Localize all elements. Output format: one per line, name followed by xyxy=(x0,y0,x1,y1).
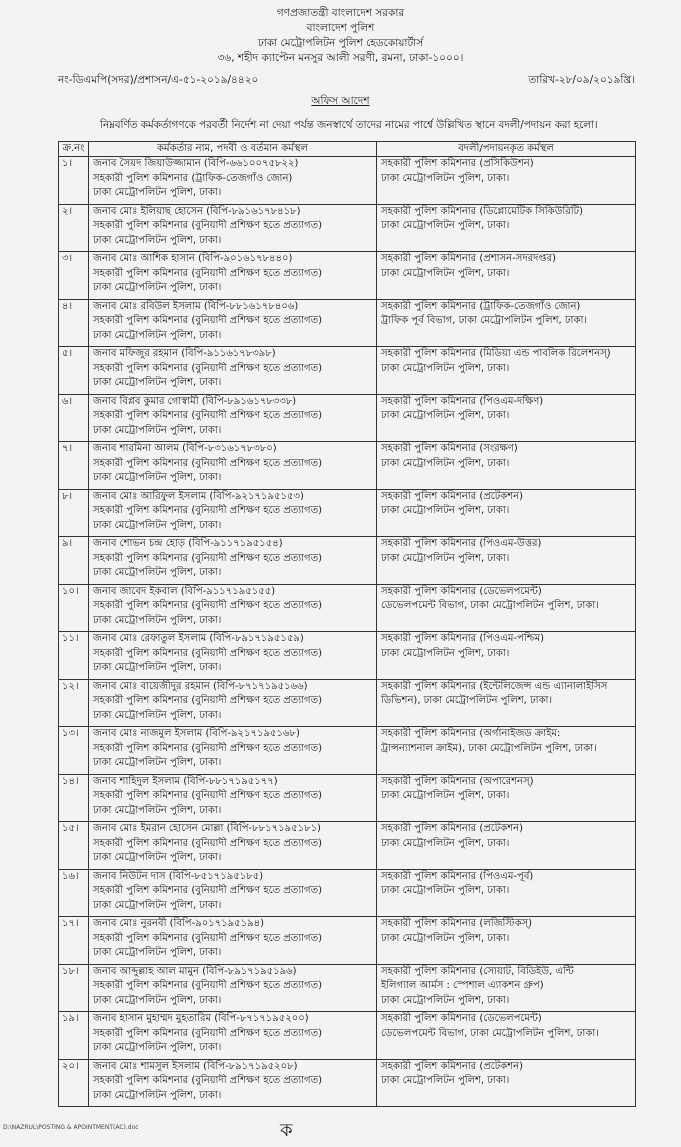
officer-line: সহকারী পুলিশ কমিশনার (বুনিয়াদী প্রশিক্ষণ হতে প্রত্যাগত) xyxy=(93,742,322,754)
officer-line: সহকারী পুলিশ কমিশনার (বুনিয়াদী প্রশিক্ষণ হতে প্রত্যাগত) xyxy=(93,362,322,374)
officer-line: সহকারী পুলিশ কমিশনার (বুনিয়াদী প্রশিক্ষণ হতে প্রত্যাগত) xyxy=(93,1027,322,1039)
posting-line: সহকারী পুলিশ কমিশনার (মিডিয়া এন্ড পাবলিক রিলেশনস্) xyxy=(381,348,611,359)
officer-cell xyxy=(89,774,377,822)
table-row xyxy=(59,869,636,917)
posting-line: সহকারী পুলিশ কমিশনার (ডেভেলপমেন্ট) xyxy=(381,585,542,597)
posting-cell xyxy=(377,1059,636,1107)
officer-cell xyxy=(89,537,377,585)
officer-line: ঢাকা মেট্রোপলিটন পুলিশ, ঢাকা। xyxy=(93,1042,222,1053)
table-row xyxy=(59,1012,636,1060)
posting-line: সহকারী পুলিশ কমিশনার (প্রটেকশন) xyxy=(381,823,523,834)
officer-line: সহকারী পুলিশ কমিশনার (বুনিয়াদী প্রশিক্ষণ হতে প্রত্যাগত) xyxy=(93,695,322,706)
serial-number: ২। xyxy=(59,204,89,252)
serial-number: ১৪। xyxy=(59,774,89,822)
posting-cell xyxy=(377,727,636,775)
posting-line: সহকারী পুলিশ কমিশনার (সোয়াট, বিডিইউ, এন্টি xyxy=(381,965,574,977)
officer-line: সহকারী পুলিশ কমিশনার (বুনিয়াদী প্রশিক্ষণ হতে প্রত্যাগত) xyxy=(93,267,322,279)
serial-number: ১৯। xyxy=(59,1012,89,1060)
posting-line: ট্রাফিক পূর্ব বিভাগ, ঢাকা মেট্রোপলিটন পুলিশ, ঢাকা। xyxy=(381,315,587,326)
officer-line: সহকারী পুলিশ কমিশনার (বুনিয়াদী প্রশিক্ষণ হতে প্রত্যাগত) xyxy=(93,790,322,801)
posting-cell xyxy=(377,157,636,205)
officer-line: সহকারী পুলিশ কমিশনার (ট্রাফিক-তেজগাঁও জোন) xyxy=(93,172,293,184)
header-police: বাংলাদেশ পুলিশ xyxy=(306,22,375,34)
posting-cell xyxy=(377,489,636,537)
table-row xyxy=(59,1059,636,1107)
officer-line: সহকারী পুলিশ কমিশনার (বুনিয়াদী প্রশিক্ষণ হতে প্রত্যাগত) xyxy=(93,1075,322,1086)
officer-line: জনাব মোঃ নাজমুল ইসলাম (বিপি-৯২১৭১৯৫১৬৮) xyxy=(93,728,300,739)
officer-line: জনাব সৈয়দ জিয়াউজ্জামান (বিপি-৬৬১০০৭৫৮২২) xyxy=(93,158,299,169)
posting-line: ঢাকা মেট্রোপলিটন পুলিশ, ঢাকা। xyxy=(381,172,510,184)
posting-line: সহকারী পুলিশ কমিশনার (প্রটেকশন) xyxy=(381,1060,523,1072)
officer-line: জনাব মোঃ ইমরান হোসেন মোল্লা (বিপি-৮৮১৭১৯৫১৮১) xyxy=(93,823,321,834)
table-row xyxy=(59,632,636,680)
posting-line: সহকারী পুলিশ কমিশনার (পিওএম-পশ্চিম) xyxy=(381,633,545,644)
table-row xyxy=(59,204,636,252)
officer-cell xyxy=(89,822,377,870)
table-row xyxy=(59,727,636,775)
serial-number: ৬। xyxy=(59,394,89,442)
posting-cell xyxy=(377,442,636,490)
header-govt: গণপ্রজাতন্ত্রী বাংলাদেশ সরকার xyxy=(276,7,405,19)
serial-number: ১৩। xyxy=(59,727,89,775)
serial-number: ৩। xyxy=(59,252,89,300)
table-row xyxy=(59,252,636,300)
officer-line: সহকারী পুলিশ কমিশনার (বুনিয়াদী প্রশিক্ষণ হতে প্রত্যাগত) xyxy=(93,837,322,849)
posting-line: ট্রান্সন্যাশনাল ক্রাইম), ঢাকা মেট্রোপলিটন পুলিশ, ঢাকা। xyxy=(381,742,597,754)
officer-cell xyxy=(89,679,377,727)
transfer-table xyxy=(58,141,636,1107)
officer-line: জনাব হাসান মুহাম্মদ মুহতারিম (বিপি-৮৭১৭১৯৫২০০) xyxy=(93,1013,309,1024)
intro-text: নিম্নবর্ণিত কর্মকর্তাগণকে পরবর্তী নির্দেশ না দেয়া পর্যন্ত জনস্বার্থে তাদের নামের পার্শ্বে উল্লিখিত স্থানে বদলী/পদায়ন করা হলো। xyxy=(100,119,598,131)
officer-line: ঢাকা মেট্রোপলিটন পুলিশ, ঢাকা। xyxy=(93,282,222,293)
officer-line: জনাব মোঃ আরিফুল ইসলাম (বিপি-৯২১৭১৯৫১৫৩) xyxy=(93,490,304,502)
table-row xyxy=(59,584,636,632)
officer-line: ঢাকা মেট্রোপলিটন পুলিশ, ঢাকা। xyxy=(93,377,222,388)
officer-line: ঢাকা মেট্রোপলিটন পুলিশ, ঢাকা। xyxy=(93,852,222,863)
posting-line: সহকারী পুলিশ কমিশনার (প্রসিকিউশন) xyxy=(381,158,534,169)
serial-number: ৪। xyxy=(59,299,89,347)
posting-cell xyxy=(377,537,636,585)
officer-cell xyxy=(89,1012,377,1060)
posting-line: ঢাকা মেট্রোপলিটন পুলিশ, ঢাকা। xyxy=(381,552,510,564)
posting-line: ঢাকা মেট্রোপলিটন পুলিশ, ঢাকা। xyxy=(381,410,510,421)
posting-cell xyxy=(377,774,636,822)
officer-line: সহকারী পুলিশ কমিশনার (বুনিয়াদী প্রশিক্ষণ হতে প্রত্যাগত) xyxy=(93,647,322,659)
posting-line: সহকারী পুলিশ কমিশনার (ডিপ্লোমেটিক সিকিউরিটি) xyxy=(381,205,583,217)
officer-line: ঢাকা মেট্রোপলিটন পুলিশ, ঢাকা। xyxy=(93,1089,222,1101)
posting-cell xyxy=(377,917,636,965)
posting-line: ঢাকা মেট্রোপলিটন পুলিশ, ঢাকা। xyxy=(381,647,510,659)
posting-line: সহকারী পুলিশ কমিশনার (ইন্টেলিজেন্স এন্ড এ্যানালাইসিস xyxy=(381,680,608,692)
posting-line: সহকারী পুলিশ কমিশনার (পিওএম-দক্ষিণ) xyxy=(381,395,544,407)
posting-line: ডিভিশন), ঢাকা মেট্রোপলিটন পুলিশ, ঢাকা। xyxy=(381,695,553,706)
table-row xyxy=(59,822,636,870)
officer-cell xyxy=(89,489,377,537)
officer-line: জনাব মোঃ বায়েজীদুর রহমান (বিপি-৮৭১৭১৯৫১৬৬) xyxy=(93,680,308,692)
officer-line: ঢাকা মেট্রোপলিটন পুলিশ, ঢাকা। xyxy=(93,329,222,341)
posting-line: ঢাকা মেট্রোপলিটন পুলিশ, ঢাকা। xyxy=(381,994,510,1006)
officer-line: ঢাকা মেট্রোপলিটন পুলিশ, ঢাকা। xyxy=(93,994,222,1006)
posting-line: ঢাকা মেট্রোপলিটন পুলিশ, ঢাকা। xyxy=(381,932,510,944)
serial-number: ১৮। xyxy=(59,964,89,1012)
officer-cell xyxy=(89,347,377,395)
officer-line: ঢাকা মেট্রোপলিটন পুলিশ, ঢাকা। xyxy=(93,947,222,958)
posting-line: ডেভেলপমেন্ট বিভাগ, ঢাকা মেট্রোপলিটন পুলিশ, ঢাকা। xyxy=(381,1027,599,1039)
posting-line: সহকারী পুলিশ কমিশনার (প্রশাসন-সদরদপ্তর) xyxy=(381,253,556,264)
memo-date: তারিখ-২৮/০৯/২০১৯খ্রি। xyxy=(528,74,635,86)
table-row xyxy=(59,964,636,1012)
header-address: ৩৬, শহীদ ক্যাপ্টেন মনসুর আলী সরণী, রমনা, ঢাকা-১০০০। xyxy=(217,52,464,64)
posting-cell xyxy=(377,679,636,727)
officer-line: জনাব মোঃ নুরনবী (বিপি-৯০১৭১৯৫১৯৪) xyxy=(93,918,265,929)
officer-line: সহকারী পুলিশ কমিশনার (বুনিয়াদী প্রশিক্ষণ হতে প্রত্যাগত) xyxy=(93,457,322,469)
officer-line: ঢাকা মেট্রোপলিটন পুলিশ, ঢাকা। xyxy=(93,519,222,531)
posting-cell xyxy=(377,869,636,917)
officer-line: জনাব মোঃ রবিউল ইসলাম (বিপি-৮৮১৬১৭৮৪০৬) xyxy=(93,300,299,312)
officer-line: সহকারী পুলিশ কমিশনার (বুনিয়াদী প্রশিক্ষণ হতে প্রত্যাগত) xyxy=(93,220,322,231)
serial-number: ১। xyxy=(59,157,89,205)
table-row xyxy=(59,157,636,205)
posting-line: ডেভেলপমেন্ট বিভাগ, ঢাকা মেট্রোপলিটন পুলিশ, ঢাকা। xyxy=(381,600,599,611)
officer-cell xyxy=(89,252,377,300)
col-serial: ক্র.নং xyxy=(59,142,89,157)
posting-line: ঢাকা মেট্রোপলিটন পুলিশ, ঢাকা। xyxy=(381,1075,510,1086)
header-dmp-hq: ঢাকা মেট্রোপলিটন পুলিশ হেডকোয়ার্টার্স xyxy=(257,37,424,49)
serial-number: ৮। xyxy=(59,489,89,537)
posting-cell xyxy=(377,964,636,1012)
serial-number: ৫। xyxy=(59,347,89,395)
officer-line: সহকারী পুলিশ কমিশনার (বুনিয়াদী প্রশিক্ষণ হতে প্রত্যাগত) xyxy=(93,552,322,564)
posting-cell xyxy=(377,394,636,442)
officer-cell xyxy=(89,869,377,917)
posting-line: সহকারী পুলিশ কমিশনার (পিওএম-পূর্ব) xyxy=(381,870,534,882)
officer-line: জনাব মফিজুর রহমান (বিপি-৯১১৬১৭৮৩৯৮) xyxy=(93,348,276,359)
serial-number: ১৫। xyxy=(59,822,89,870)
posting-line: ঢাকা মেট্রোপলিটন পুলিশ, ঢাকা। xyxy=(381,885,510,896)
posting-cell xyxy=(377,1012,636,1060)
posting-line: ঢাকা মেট্রোপলিটন পুলিশ, ঢাকা। xyxy=(381,362,510,374)
officer-cell xyxy=(89,1059,377,1107)
officer-line: ঢাকা মেট্রোপলিটন পুলিশ, ঢাকা। xyxy=(93,804,222,816)
officer-line: সহকারী পুলিশ কমিশনার (বুনিয়াদী প্রশিক্ষণ হতে প্রত্যাগত) xyxy=(93,410,322,421)
serial-number: ১০। xyxy=(59,584,89,632)
table-row xyxy=(59,489,636,537)
posting-line: ঢাকা মেট্রোপলিটন পুলিশ, ঢাকা। xyxy=(381,220,510,231)
posting-line: ঢাকা মেট্রোপলিটন পুলিশ, ঢাকা। xyxy=(381,837,510,849)
posting-line: সহকারী পুলিশ কমিশনার (ট্রাফিক-তেজগাঁও জোন) xyxy=(381,300,581,312)
posting-line: ঢাকা মেট্রোপলিটন পুলিশ, ঢাকা। xyxy=(381,267,510,279)
officer-line: ঢাকা মেট্রোপলিটন পুলিশ, ঢাকা। xyxy=(93,709,222,721)
officer-line: সহকারী পুলিশ কমিশনার (বুনিয়াদী প্রশিক্ষণ হতে প্রত্যাগত) xyxy=(93,885,322,896)
officer-line: জনাব মোঃ রেফাতুল ইসলাম (বিপি-৮৯১৭১৯৫১৫৯) xyxy=(93,633,304,644)
serial-number: ১১। xyxy=(59,632,89,680)
posting-cell xyxy=(377,347,636,395)
table-row xyxy=(59,347,636,395)
officer-line: সহকারী পুলিশ কমিশনার (বুনিয়াদী প্রশিক্ষণ হতে প্রত্যাগত) xyxy=(93,505,322,516)
serial-number: ৯। xyxy=(59,537,89,585)
posting-line: সহকারী পুলিশ কমিশনার (প্রটেকশন) xyxy=(381,490,523,502)
posting-line: সহকারী পুলিশ কমিশনার (অর্গানাইজড ক্রাইম: xyxy=(381,728,561,739)
posting-cell xyxy=(377,584,636,632)
officer-cell xyxy=(89,584,377,632)
posting-line: ইলিগ্যাল আর্মস : স্পেশাল এ্যাকশন গ্রুপ) xyxy=(381,980,544,991)
officer-cell xyxy=(89,394,377,442)
officer-cell xyxy=(89,157,377,205)
initial-signature: ক xyxy=(280,1120,293,1141)
officer-line: জনাব মোঃ শামসুল ইসলাম (বিপি-৮৯১৭১৯৫২০৮) xyxy=(93,1060,298,1072)
officer-cell xyxy=(89,442,377,490)
file-path: D:\NAZRUL\POSTING & APOINTMENT(AC).doc xyxy=(3,1124,139,1131)
posting-cell xyxy=(377,632,636,680)
officer-line: সহকারী পুলিশ কমিশনার (বুনিয়াদী প্রশিক্ষণ হতে প্রত্যাগত) xyxy=(93,600,322,611)
table-row xyxy=(59,774,636,822)
posting-cell xyxy=(377,252,636,300)
officer-line: জনাব মোঃ ইলিয়াছ হোসেন (বিপি-৮৯১৬১৭৮৪১৮) xyxy=(93,205,301,217)
table-row xyxy=(59,679,636,727)
posting-line: সহকারী পুলিশ কমিশনার (সংরক্ষণ) xyxy=(381,443,518,454)
officer-line: সহকারী পুলিশ কমিশনার (বুনিয়াদী প্রশিক্ষণ হতে প্রত্যাগত) xyxy=(93,980,322,991)
officer-cell xyxy=(89,204,377,252)
officer-cell xyxy=(89,299,377,347)
posting-cell xyxy=(377,822,636,870)
officer-line: ঢাকা মেট্রোপলিটন পুলিশ, ঢাকা। xyxy=(93,899,222,911)
serial-number: ১৭। xyxy=(59,917,89,965)
officer-line: জনাব জাবেদ ইকবাল (বিপি-৯১১৭১৯৫১৫৫) xyxy=(93,585,276,597)
posting-line: ঢাকা মেট্রোপলিটন পুলিশ, ঢাকা। xyxy=(381,790,510,801)
officer-cell xyxy=(89,632,377,680)
officer-line: ঢাকা মেট্রোপলিটন পুলিশ, ঢাকা। xyxy=(93,757,222,768)
serial-number: ১৬। xyxy=(59,869,89,917)
officer-line: ঢাকা মেট্রোপলিটন পুলিশ, ঢাকা। xyxy=(93,234,222,246)
memo-number: নং-ডিএমপি(সদর)/প্রশাসন/এ-৫১-২০১৯/৪৪২০ xyxy=(58,74,259,86)
table-header-row xyxy=(59,142,636,157)
officer-cell xyxy=(89,727,377,775)
serial-number: ৭। xyxy=(59,442,89,490)
officer-line: সহকারী পুলিশ কমিশনার (বুনিয়াদী প্রশিক্ষণ হতে প্রত্যাগত) xyxy=(93,932,322,944)
officer-line: ঢাকা মেট্রোপলিটন পুলিশ, ঢাকা। xyxy=(93,662,222,673)
officer-line: ঢাকা মেট্রোপলিটন পুলিশ, ঢাকা। xyxy=(93,567,222,578)
officer-line: জনাব শোভন চন্দ্র হোড় (বিপি-৯১১৭১৯৫১৫৪) xyxy=(93,538,283,549)
serial-number: ১২। xyxy=(59,679,89,727)
col-officer: কর্মকর্তার নাম, পদবী ও বর্তমান কর্মস্থল xyxy=(89,142,377,157)
table-row xyxy=(59,917,636,965)
table-row xyxy=(59,299,636,347)
officer-line: ঢাকা মেট্রোপলিটন পুলিশ, ঢাকা। xyxy=(93,424,222,436)
posting-line: সহকারী পুলিশ কমিশনার (ডেভেলপমেন্ট) xyxy=(381,1013,542,1024)
officer-line: জনাব আব্দুল্লাহ আল মামুন (বিপি-৮৯১৭১৯৫১৯৬) xyxy=(93,965,297,977)
officer-line: জনাব বিপ্লব কুমার গোস্বামী (বিপি-৮৯১৬১৭৮৩৩৮) xyxy=(93,395,297,407)
posting-cell xyxy=(377,299,636,347)
table-row xyxy=(59,537,636,585)
officer-line: জনাব মোঃ আশিক হাসান (বিপি-৯০১৬১৭৮৪৪০) xyxy=(93,253,293,264)
posting-line: ঢাকা মেট্রোপলিটন পুলিশ, ঢাকা। xyxy=(381,505,510,516)
officer-line: ঢাকা মেট্রোপলিটন পুলিশ, ঢাকা। xyxy=(93,187,222,198)
posting-line: সহকারী পুলিশ কমিশনার (পিওএম-উত্তর) xyxy=(381,538,542,549)
officer-line: জনাব নিউটন দাস (বিপি-৮৫১৭১৯৫১৮৫) xyxy=(93,870,264,882)
posting-cell xyxy=(377,204,636,252)
posting-line: ঢাকা মেট্রোপলিটন পুলিশ, ঢাকা। xyxy=(381,457,510,469)
officer-line: সহকারী পুলিশ কমিশনার (বুনিয়াদী প্রশিক্ষণ হতে প্রত্যাগত) xyxy=(93,315,322,326)
col-posting: বদলী/পদায়নকৃত কর্মস্থল xyxy=(377,142,636,157)
officer-line: জনাব শাহিদুল ইসলাম (বিপি-৮৮১৭১৯৫১৭৭) xyxy=(93,775,278,787)
officer-line: ঢাকা মেট্রোপলিটন পুলিশ, ঢাকা। xyxy=(93,472,222,483)
officer-line: জনাব শারমিনা আলম (বিপি-৮৩১৬১৭৮৩৮০) xyxy=(93,443,277,454)
document-title: অফিস আদেশ xyxy=(311,95,370,107)
posting-line: সহকারী পুলিশ কমিশনার (লজিস্টিকস্) xyxy=(381,918,532,929)
posting-line: সহকারী পুলিশ কমিশনার (অপারেশনস্) xyxy=(381,775,534,787)
table-row xyxy=(59,442,636,490)
serial-number: ২০। xyxy=(59,1059,89,1107)
officer-line: ঢাকা মেট্রোপলিটন পুলিশ, ঢাকা। xyxy=(93,614,222,626)
officer-cell xyxy=(89,917,377,965)
table-row xyxy=(59,394,636,442)
officer-cell xyxy=(89,964,377,1012)
